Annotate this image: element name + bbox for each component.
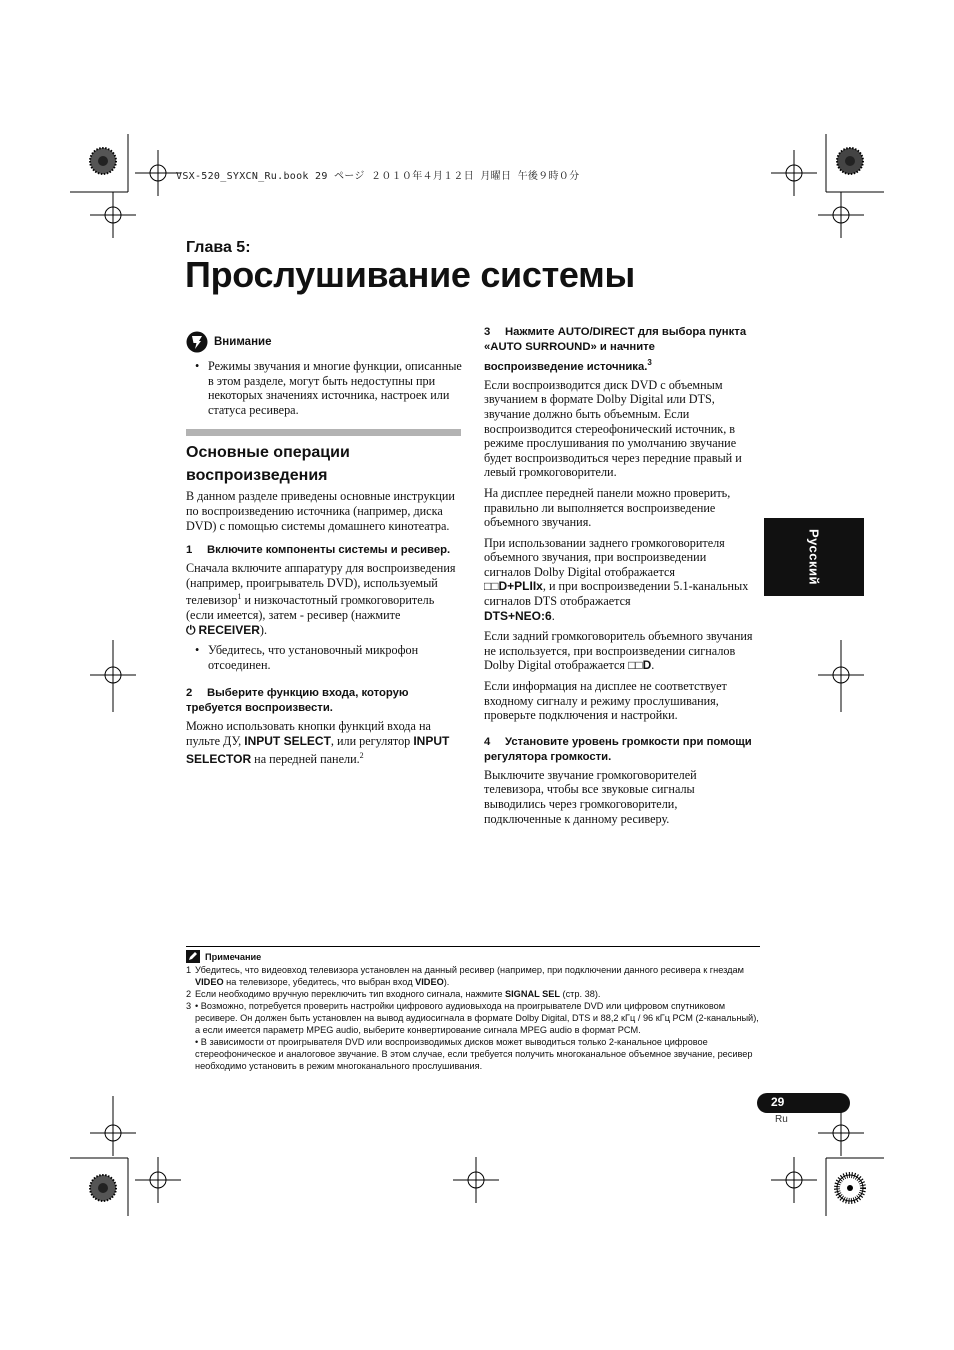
footnotes-heading-text: Примечание bbox=[205, 951, 262, 962]
crosshair-icon bbox=[135, 150, 181, 196]
crosshair-icon bbox=[90, 640, 136, 712]
step-number: 4 bbox=[484, 735, 491, 748]
signal-sel-label: SIGNAL SEL bbox=[505, 989, 560, 999]
step-4-text: Выключите звучание громкоговорителей телевизора, чтобы все звуковые сигналы выводились через громкоговорители, подключенные к данному ресиверу. bbox=[484, 767, 697, 826]
footnote-ref: 2 bbox=[359, 750, 364, 760]
step-3-text-part: , и при воспроизведении 5.1-канальных сигналов DTS отображается bbox=[484, 579, 749, 609]
step-1-text-part: ). bbox=[259, 622, 268, 637]
step-3-p5: Если информация на дисплее не соответствует входному сигналу и режиму прослушивания, проверьте подключения и настройки. bbox=[484, 679, 727, 723]
step-heading-text: Включите компоненты системы и ресивер. bbox=[207, 544, 451, 557]
target-wheel-icon bbox=[90, 148, 116, 174]
print-header: VSX-520_SYXCN_Ru.book 29 ページ ２０１０年４月１２日 月曜日 午後９時０分 bbox=[176, 171, 580, 182]
footnote-number: 2 bbox=[186, 989, 192, 999]
footnote-ref: 1 bbox=[237, 592, 242, 602]
step-4-heading bbox=[484, 735, 756, 765]
step-3-p1: Если воспроизводится диск DVD с объемным звучанием в формате Dolby Digital или DTS, звучание должно быть объемным. Если воспроизводится стереофонический источник, в режиме прослушивания по умолчанию звучание будет воспроизводиться через передние правый и левый громкоговорители. bbox=[484, 377, 742, 480]
step-3-p2: На дисплее передней панели можно проверить, правильно ли выполняется воспроизведение объемного звучания. bbox=[484, 485, 731, 530]
note-pencil-icon bbox=[186, 950, 200, 963]
target-wheel-icon bbox=[837, 1175, 863, 1201]
step-2-text bbox=[186, 719, 462, 766]
step-3-text-part: При использовании заднего громкоговорителя объемного звучания, при воспроизведении сигналов Dolby Digital отображается bbox=[484, 535, 725, 579]
caution-heading bbox=[186, 331, 462, 353]
section-title-line2: воспроизведения bbox=[186, 467, 328, 485]
dts-neo-label: DTS+NEO:6 bbox=[484, 608, 552, 623]
crosshair-icon bbox=[135, 1157, 181, 1203]
dd-label: D bbox=[642, 658, 652, 673]
footnote-text: Если необходимо вручную переключить тип входного сигнала, нажмите bbox=[195, 989, 503, 999]
chapter-title: Прослушивание системы bbox=[185, 254, 635, 295]
right-column bbox=[484, 325, 756, 832]
crosshair-icon bbox=[818, 192, 864, 238]
receiver-label: RECEIVER bbox=[198, 622, 260, 637]
footnote-2 bbox=[186, 988, 760, 1000]
step-3-text-part: . bbox=[651, 658, 655, 673]
section-intro: В данном разделе приведены основные инструкции по воспроизведению источника (например, диска DVD) с помощью системы домашнего кинотеатра. bbox=[186, 489, 455, 533]
crosshair-icon bbox=[818, 640, 864, 712]
step-1-bullet: • Убедитесь, что установочный микрофон отсоединен. bbox=[186, 643, 462, 672]
input-select-label: INPUT SELECT bbox=[244, 733, 331, 748]
video-label: VIDEO bbox=[415, 977, 444, 987]
step-2-heading bbox=[186, 686, 462, 716]
footnote-text: (стр. 38). bbox=[559, 989, 601, 999]
section-divider bbox=[186, 429, 461, 436]
footnotes bbox=[186, 946, 760, 1072]
step-2-text-part: Можно использовать кнопки функций входа на пульте ДУ, bbox=[186, 719, 431, 748]
dolby-icon: □□ bbox=[484, 579, 499, 594]
step-3-text-part: Если задний громкоговоритель объемного звучания не используется, при воспроизведении сигналов Dolby Digital отображается bbox=[484, 629, 753, 673]
language-tab-label: Русский bbox=[806, 528, 822, 586]
input-selector-label: INPUT SELECTOR bbox=[186, 733, 450, 766]
step-3-heading bbox=[484, 325, 756, 375]
footnote-number: 1 bbox=[186, 965, 192, 975]
caution-icon bbox=[186, 331, 208, 353]
power-icon: ⏻ bbox=[186, 622, 196, 637]
target-wheel-icon bbox=[90, 1175, 116, 1201]
step-number: 2 bbox=[186, 687, 193, 700]
page-number-badge bbox=[757, 1093, 850, 1113]
left-column bbox=[186, 331, 462, 772]
footnote-text: • В зависимости от проигрывателя DVD или воспроизводимых дисков может выводиться только 2-канальное цифровое стереофоническое и аналоговое звучание. В этом случае, если требуется получить многоканальное объемное звучание, ресивер необходимо установить в режим многоканального прослушивания. bbox=[195, 1037, 753, 1071]
caution-bullet: • Режимы звучания и многие функции, описанные в этом разделе, могут быть недоступны при некоторых значениях источника, настроек или статуса ресивера. bbox=[186, 359, 462, 417]
step-2-text-part: , или регулятор bbox=[330, 733, 411, 748]
target-wheel-icon bbox=[837, 148, 863, 174]
footnote-ref: 3 bbox=[647, 358, 652, 367]
step-1-text-part: и низкочастотный громкоговоритель (если имеется), затем - ресивер (нажмите bbox=[186, 593, 435, 622]
footnote-text: ). bbox=[443, 977, 450, 987]
step-2-text-part: на передней панели. bbox=[251, 751, 360, 766]
footnote-text: • Возможно, потребуется проверить настройки цифрового аудиовыхода на проигрывателе DVD или цифровом спутниковом ресивере. Он должен быть установлен на вывод аудиосигнала в формате Dolby Digital, DTS и 88,2 кГц / 96 кГц PCM (2-канальный), а если имеется параметр MPEG audio, выберите конвертирование сигнала MPEG audio в формат PCM. bbox=[195, 1001, 759, 1035]
dolby-icon: □□ bbox=[628, 658, 643, 673]
step-number: 1 bbox=[186, 544, 193, 557]
footnotes-heading bbox=[186, 950, 760, 963]
crosshair-icon bbox=[90, 1096, 136, 1156]
video-label: VIDEO bbox=[195, 977, 224, 987]
dd-plii-label: D+PLIIx bbox=[498, 579, 543, 594]
step-1-heading bbox=[186, 543, 462, 558]
step-number: 3 bbox=[484, 326, 491, 338]
section-title bbox=[186, 441, 462, 487]
step-3-text-part: . bbox=[551, 608, 555, 623]
step-3-p4 bbox=[484, 629, 756, 673]
crosshair-icon bbox=[771, 1157, 817, 1203]
page-number: 29 bbox=[771, 1095, 785, 1109]
footnote-3 bbox=[186, 1000, 760, 1036]
footnote-text: на телевизоре, убедитесь, что выбран вход bbox=[223, 977, 413, 987]
footnote-number: 3 bbox=[186, 1001, 192, 1011]
crosshair-icon bbox=[771, 150, 817, 196]
caution-heading-text: Внимание bbox=[214, 335, 272, 348]
footnote-1 bbox=[186, 964, 760, 988]
step-1-text-part: Сначала включите аппаратуру для воспроизведения (например, проигрыватель DVD), используемый телевизор bbox=[186, 561, 456, 608]
step-3-p3 bbox=[484, 536, 756, 624]
step-heading-text: Выберите функцию входа, которую требуется воспроизвести. bbox=[186, 687, 409, 715]
footnote-3b bbox=[186, 1036, 760, 1072]
step-heading-text: Нажмите AUTO/DIRECT для выбора пункта «AUTO SURROUND» и начните воспроизведение источника. bbox=[484, 326, 747, 373]
language-tab bbox=[764, 518, 864, 596]
section-title-line1: Основные операции bbox=[186, 444, 350, 462]
crosshair-icon bbox=[90, 192, 136, 238]
step-heading-text: Установите уровень громкости при помощи регулятора громкости. bbox=[484, 735, 752, 763]
step-1-text bbox=[186, 561, 462, 637]
page-language: Ru bbox=[775, 1114, 788, 1125]
footnote-text: Убедитесь, что видеовход телевизора установлен на данный ресивер (например, при подключении данного ресивера к гнездам bbox=[195, 965, 744, 975]
crosshair-icon bbox=[453, 1157, 499, 1203]
chapter-label: Глава 5: bbox=[186, 239, 251, 256]
